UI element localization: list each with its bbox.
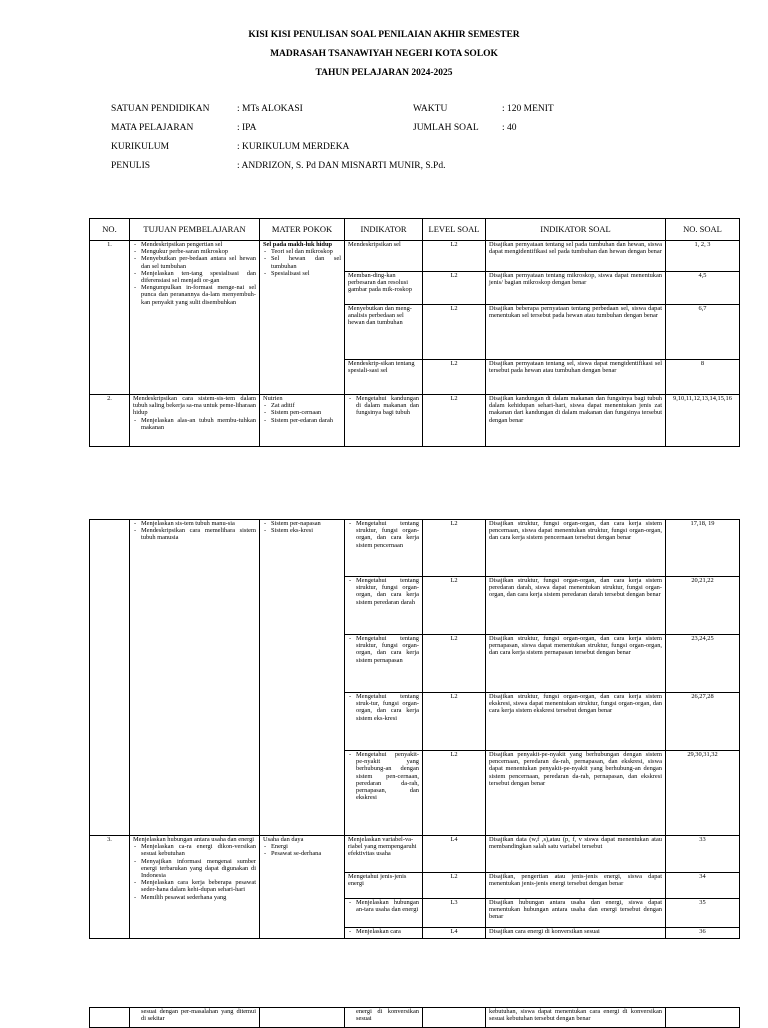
kisi-table-part-1	[89, 218, 740, 447]
materi-cell	[260, 836, 345, 939]
indikator-soal-cell: Disajikan kandungan di dalam makanan dan fungsinya bagi tubuh dalam kehidupan sehari-hari, siswa dapat menentukan jenis zat makanan dari kandungan di dalam makanan dan fungsinya tersebut dengan benar	[486, 395, 666, 447]
table-row	[90, 1008, 740, 1028]
indikator-soal-cell: Disajikan struktur, fungsi organ-organ, dan cara kerja sistem ekskresi, siswa dapat menentukan struktur, fungsi organ-organ, dan cara kerja sistem ekskresi tersebut dengan benar	[486, 693, 666, 751]
indikator-cell: Memban-ding-kan perbesaran dan resolusi gambar pada mik-roskop	[345, 272, 423, 305]
col-no: NO.	[90, 219, 130, 241]
level-cell: L2	[423, 635, 486, 693]
indikator-cell: Mengetahui jenis-jenis energi	[345, 873, 423, 899]
indikator-cell	[345, 635, 423, 693]
no-soal-cell: 29,30,31,32	[666, 751, 740, 836]
indikator-soal-cell: Disajikan hubungan antara usaha dan energi, siswa dapat menentukan hubungan antara usaha dan energi tersebut dengan benar	[486, 899, 666, 928]
indikator-soal-cell: Disajikan struktur, fungsi organ-organ, dan cara kerja sistem pencernaan, siswa dapat menentukan struktur, fungsi organ-organ, dan cara kerja sistem pencernaan tersebut dengan benar	[486, 520, 666, 577]
table-header-row	[90, 219, 740, 241]
list-item: - Memilih pesawat sederhana yang	[141, 894, 256, 901]
penulis-label: PENULIS	[111, 161, 151, 171]
indikator-soal-cell: Disajikan pernyataan tentang sel pada tumbuhan dan hewan, siswa dapat mengidentifikasi sel pada tumbuhan dan hewan dengan benar	[486, 241, 666, 272]
list-item: - Mendeskripsikan cara memelihara sistem tubuh manusia	[141, 527, 256, 541]
level-cell	[423, 1008, 486, 1028]
no-soal-cell: 34	[666, 873, 740, 899]
indikator-cell: Menjelaskan variabel-va-riabel yang mempengaruhi efektivitas usaha	[345, 836, 423, 873]
indikator-cell: Mendeskrip-sikan tentang spesiali-sasi sel	[345, 360, 423, 395]
list-item: - Menjelaskan alas-an tubuh membu-tuhkan makanan	[141, 417, 256, 431]
list-item: - Sistem per-edaran darah	[271, 417, 341, 424]
level-cell: L2	[423, 577, 486, 635]
no-soal-cell: 23,24,25	[666, 635, 740, 693]
indikator-cell	[345, 395, 423, 447]
tujuan-text: Mendeskripsikan cara sistem-sis-tem dalam tubuh saling bekerja sa-ma untuk peme-liharaan hidup	[133, 395, 256, 417]
indikator-cell	[345, 899, 423, 928]
list-item: - Spesialisasi sel	[271, 270, 341, 277]
indikator-cell	[345, 751, 423, 836]
tujuan-cell	[130, 836, 260, 939]
table-row	[90, 395, 740, 447]
header-year: TAHUN PELAJARAN 2024-2025	[315, 68, 453, 78]
list-item: - Menyebutkan per-bedaan antara sel hewan dan sel tumbuhan	[141, 255, 256, 269]
level-cell: L4	[423, 928, 486, 939]
indikator-soal-cell: Disajikan struktur, fungsi organ-organ, dan cara kerja sistem pernapasan, siswa dapat menentukan struktur, fungsi organ-organ, dan cara kerja sistem pernapasan tersebut dengan benar	[486, 635, 666, 693]
kisi-table-part-3	[89, 1007, 740, 1028]
document-header	[0, 26, 768, 83]
table-row	[90, 836, 740, 873]
level-cell: L3	[423, 899, 486, 928]
col-indikator: INDIKATOR	[345, 219, 423, 241]
level-cell: L2	[423, 241, 486, 272]
no-soal-cell	[666, 1008, 740, 1028]
list-item: - Mengetahui penyakit-pe-nyakit yang berhubung-an dengan sistem pen-cernaan, peredaran da-rah, pernapasan, dan ekskresi	[356, 751, 419, 801]
list-item: - Mengetahui tentang struktur, fungsi organ-organ, dan cara kerja sistem pencernaan	[356, 520, 419, 549]
level-cell: L4	[423, 836, 486, 873]
row-number: 1.	[90, 241, 130, 395]
kurikulum-value: : KURIKULUM MERDEKA	[237, 142, 350, 152]
no-soal-cell: 36	[666, 928, 740, 939]
row-number	[90, 520, 130, 836]
col-materi: MATER POKOK	[260, 219, 345, 241]
level-cell: L2	[423, 395, 486, 447]
list-item: - Pesawat se-derhana	[271, 850, 341, 857]
tujuan-cell	[130, 520, 260, 836]
indikator-soal-cell: Disajikan pernyataan tentang sel, siswa dapat mengidentifikasi sel tersebut pada hewan atau tumbuhan dengan benar	[486, 360, 666, 395]
jumlah-value: : 40	[502, 123, 517, 133]
tujuan-cell	[130, 241, 260, 395]
list-item: - Energi	[271, 843, 341, 850]
level-cell: L2	[423, 751, 486, 836]
materi-cell	[260, 241, 345, 395]
penulis-value: : ANDRIZON, S. Pd DAN MISNARTI MUNIR, S.Pd.	[237, 161, 446, 171]
tujuan-text: Menjelaskan hubungan antara usaha dan energi	[133, 836, 255, 843]
list-item: - Mengumpulkan in-formasi menge-nai sel punca dan peranannya da-lam menyembuh-kan penyakit yang sulit disembuhkan	[141, 284, 256, 306]
list-item: - Menjelaskan sis-tem tubuh manu-sia	[141, 520, 256, 527]
list-item: - Zat aditif	[271, 402, 341, 409]
col-level: LEVEL SOAL	[423, 219, 486, 241]
list-item: - Menjelaskan cara kerja beberapa pesawat seder-hana dalam kehi-dupan sehari-hari	[141, 879, 256, 893]
list-item: - Menyajikan informasi mengenai sumber energi terbarukan yang dapat digunakan di Indonesia	[141, 858, 256, 880]
list-item: - Sistem pen-cernaan	[271, 409, 341, 416]
no-soal-cell: 6,7	[666, 305, 740, 360]
list-item: - Menjelaskan ca-ra energi dikon-versikan sesuai kebutuhan	[141, 843, 256, 857]
tujuan-cell: sesuai dengan per-masalahan yang ditemui di sekitar	[130, 1008, 260, 1028]
table-row	[90, 241, 740, 272]
level-cell: L2	[423, 873, 486, 899]
list-item: - Menjelaskan ten-tang spesialisasi dan diferensiasi sel menjadi or-gan	[141, 270, 256, 284]
list-item: - Mengetahui tentang struktur, fungsi organ-organ, dan cara kerja sistem pernapasan	[356, 635, 419, 664]
no-soal-cell: 17,18, 19	[666, 520, 740, 577]
no-soal-cell: 20,21,22	[666, 577, 740, 635]
list-item: - Sistem per-napasan	[271, 520, 341, 527]
indikator-soal-cell: Disajikan pernyataan tentang mikroskop, siswa dapat menentukan jenis/ bagian mikroskop dengan benar	[486, 272, 666, 305]
row-number	[90, 1008, 130, 1028]
waktu-value: : 120 MENIT	[502, 104, 554, 114]
indikator-soal-cell: Disajikan penyakit-pe-nyakit yang berhubungan dengan sistem pencernaan, peredaran da-rah, pernapasan, dan ekskresi, siswa dapat menentukan penyakit-pe-nyakit yang berhubung-an dengan sistem pencernaan, peredaran da-rah, pernapasan, dan ekskresi tersebut dengan benar	[486, 751, 666, 836]
list-item: - Menjelaskan hubungan an-tara usaha dan energi	[356, 899, 419, 913]
list-item: - Mengetahui kandungan di dalam makanan dan fungsinya bagi tubuh	[356, 395, 419, 417]
mapel-value: : IPA	[237, 123, 257, 133]
indikator-cell: Menyebutkan dan meng-analisis perbedaan sel hewan dan tumbuhan	[345, 305, 423, 360]
materi-text: Usaha dan daya	[263, 836, 304, 843]
kisi-table-part-2	[89, 519, 740, 939]
satuan-label: SATUAN PENDIDIKAN	[111, 104, 210, 114]
indikator-cell	[345, 577, 423, 635]
list-item: - Mengukur perbe-saran mikroskop	[141, 248, 256, 255]
materi-cell	[260, 395, 345, 447]
no-soal-cell: 33	[666, 836, 740, 873]
indikator-soal-cell: Disajikan cara energi di konversikan sesuai	[486, 928, 666, 939]
level-cell: L2	[423, 272, 486, 305]
materi-text: Nutrien	[263, 395, 283, 402]
indikator-cell	[345, 693, 423, 751]
list-item: - Teori sel dan mikroskop	[271, 248, 341, 255]
col-tujuan: TUJUAN PEMBELAJARAN	[130, 219, 260, 241]
no-soal-cell: 35	[666, 899, 740, 928]
satuan-value: : MTs ALOKASI	[237, 104, 303, 114]
tujuan-cell	[130, 395, 260, 447]
waktu-label: WAKTU	[413, 104, 448, 114]
indikator-soal-cell: Disajikan data (w,f ,s),atau (p, f, v siswa dapat menentukan atau membandingkan salah satu variabel tersebut	[486, 836, 666, 873]
level-cell: L2	[423, 520, 486, 577]
indikator-cell: Mendeskripsikan sel	[345, 241, 423, 272]
row-number: 2.	[90, 395, 130, 447]
indikator-soal-cell: Disajikan beberapa pernyataan tentang perbedaan sel, siswa dapat menentukan sel tersebut pada hewan atau tumbuhan dengan benar	[486, 305, 666, 360]
mapel-label: MATA PELAJARAN	[111, 123, 194, 133]
indikator-cell: energi di konversikan sesuai	[345, 1008, 423, 1028]
col-indikator-soal: INDIKATOR SOAL	[486, 219, 666, 241]
list-item: - Sel hewan dan sel tumbuhan	[271, 255, 341, 269]
no-soal-cell: 4,5	[666, 272, 740, 305]
no-soal-cell: 26,27,28	[666, 693, 740, 751]
no-soal-cell: 9,10,11,12,13,14,15,16	[666, 395, 740, 447]
table-row	[90, 520, 740, 577]
indikator-cell	[345, 520, 423, 577]
no-soal-cell: 1, 2, 3	[666, 241, 740, 272]
identity-block	[111, 100, 554, 176]
col-no-soal: NO. SOAL	[666, 219, 740, 241]
list-item: - Menjelaskan cara	[356, 928, 419, 935]
row-number: 3.	[90, 836, 130, 939]
level-cell: L2	[423, 360, 486, 395]
indikator-cell	[345, 928, 423, 939]
list-item: - Mendeskripsikan pengertian sel	[141, 241, 256, 248]
materi-title: Sel pada makh-luk hidup	[263, 241, 333, 248]
header-school: MADRASAH TSANAWIYAH NEGERI KOTA SOLOK	[270, 49, 498, 59]
no-soal-cell: 8	[666, 360, 740, 395]
list-item: - Mengetahui tentang struk-tur, fungsi organ-organ, dan cara kerja sistem eks-kresi	[356, 693, 419, 722]
list-item: - Sistem eks-kresi	[271, 527, 341, 534]
level-cell: L2	[423, 693, 486, 751]
header-title: KISI KISI PENULISAN SOAL PENILAIAN AKHIR SEMESTER	[248, 30, 520, 40]
indikator-soal-cell: Disajikan, pengertian atau jenis-jenis energi, siswa dapat menentukan jenis-jenis energi tersebut dengan benar	[486, 873, 666, 899]
materi-cell	[260, 520, 345, 836]
kurikulum-label: KURIKULUM	[111, 142, 170, 152]
indikator-soal-cell: Disajikan struktur, fungsi organ-organ, dan cara kerja sistem peredaran darah, siswa dapat menentukan struktur, fungsi organ-organ, dan cara kerja sistem peredaran darah tersebut dengan benar	[486, 577, 666, 635]
materi-cell	[260, 1008, 345, 1028]
level-cell: L2	[423, 305, 486, 360]
indikator-soal-cell: kebutuhan, siswa dapat menentukan cara energi di konversikan sesuai kebutuhan tersebut dengan benar	[486, 1008, 666, 1028]
list-item: - Mengetahui tentang struktur, fungsi organ-organ, dan cara kerja sistem peredaran darah	[356, 577, 419, 606]
jumlah-label: JUMLAH SOAL	[413, 123, 479, 133]
